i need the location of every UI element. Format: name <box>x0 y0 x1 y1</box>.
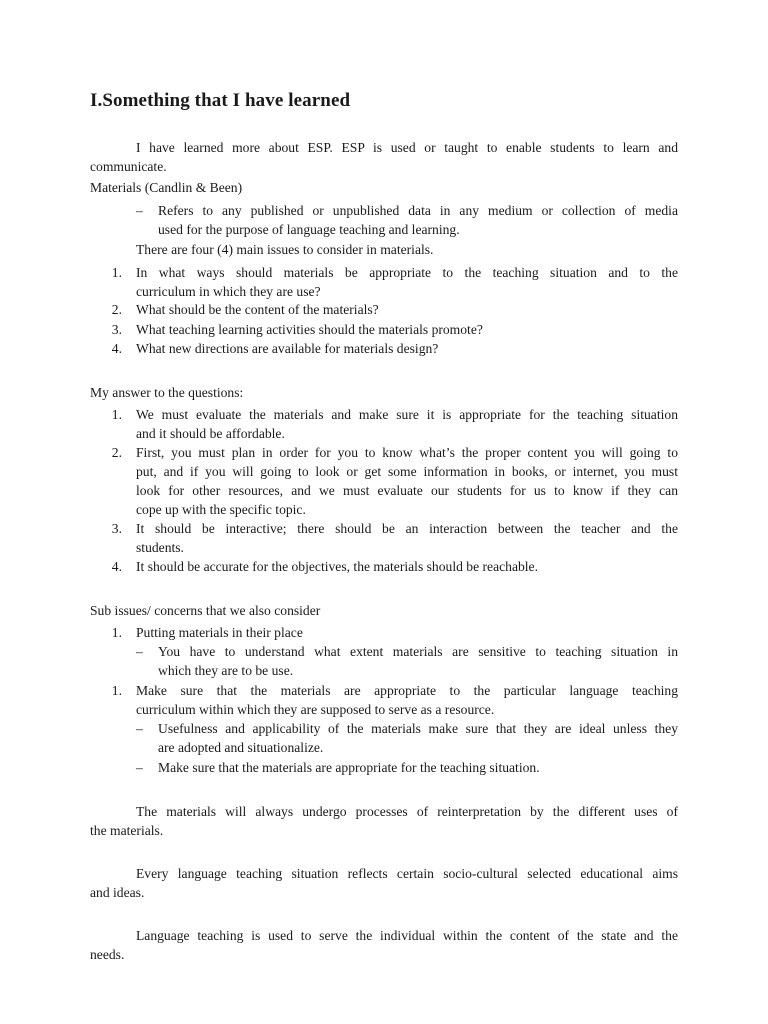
sub-issue-2-line-2: curriculum within which they are supposed to serve as a resource. <box>136 702 495 717</box>
answer-3-line-2: students. <box>136 540 184 555</box>
answers-heading: My answer to the questions: <box>90 385 244 400</box>
issue-4: What new directions are available for materials design? <box>136 341 439 356</box>
sub-issue-2-detail-2: Make sure that the materials are appropriate for the teaching situation. <box>158 760 540 775</box>
list-number: 2. <box>111 445 122 460</box>
list-number: 4. <box>111 341 122 356</box>
issue-1-line-2: curriculum in which they are use? <box>136 284 321 299</box>
answer-1-line-2: and it should be affordable. <box>136 426 285 441</box>
intro-line-1: I have learned more about ESP. ESP is used or taught to enable students to learn and <box>136 140 678 155</box>
answer-3-line-1: It should be interactive; there should be an interaction between the teacher and the <box>136 521 678 536</box>
materials-heading: Materials (Candlin & Been) <box>90 180 243 195</box>
dash-bullet: – <box>136 644 143 659</box>
intro-line-2: communicate. <box>90 159 167 174</box>
issue-3: What teaching learning activities should the materials promote? <box>136 322 483 337</box>
list-number: 1. <box>111 625 122 640</box>
paragraph-3-line-2: needs. <box>90 947 125 962</box>
issues-intro: There are four (4) main issues to consider in materials. <box>136 242 434 257</box>
paragraph-3-line-1: Language teaching is used to serve the individual within the content of the state and the <box>136 928 678 943</box>
paragraph-2-line-2: and ideas. <box>90 885 145 900</box>
answer-2-line-2: put, and if you will going to look or get some information in books, or internet, you must <box>136 464 678 479</box>
list-number: 1. <box>111 265 122 280</box>
list-number: 4. <box>111 559 122 574</box>
answer-4: It should be accurate for the objectives, the materials should be reachable. <box>136 559 538 574</box>
sub-issue-1: Putting materials in their place <box>136 625 303 640</box>
list-number: 3. <box>111 322 122 337</box>
definition-line-2: used for the purpose of language teaching and learning. <box>158 222 460 237</box>
sub-issue-2-detail-1-line-1: Usefulness and applicability of the materials make sure that they are ideal unless they <box>158 721 678 736</box>
sub-issues-heading: Sub issues/ concerns that we also consider <box>90 603 321 618</box>
sub-issue-2-line-1: Make sure that the materials are appropriate to the particular language teaching <box>136 683 678 698</box>
page-title: I.Something that I have learned <box>90 90 351 111</box>
sub-issue-1-detail-line-1: You have to understand what extent materials are sensitive to teaching situation in <box>158 644 678 659</box>
list-number: 1. <box>111 683 122 698</box>
sub-issue-2-detail-1-line-2: are adopted and situationalize. <box>158 740 324 755</box>
issue-1-line-1: In what ways should materials be appropriate to the teaching situation and to the <box>136 265 678 280</box>
paragraph-1-line-2: the materials. <box>90 823 164 838</box>
answer-2-line-3: look for other resources, and we must evaluate our students for us to know if they can <box>136 483 678 498</box>
answer-1-line-1: We must evaluate the materials and make sure it is appropriate for the teaching situation <box>136 407 678 422</box>
issue-2: What should be the content of the materials? <box>136 302 379 317</box>
paragraph-1-line-1: The materials will always undergo processes of reinterpretation by the different uses of <box>136 804 678 819</box>
dash-bullet: – <box>136 203 143 218</box>
list-number: 2. <box>111 302 122 317</box>
sub-issue-1-detail-line-2: which they are to be use. <box>158 663 294 678</box>
answer-2-line-4: cope up with the specific topic. <box>136 502 306 517</box>
definition-line-1: Refers to any published or unpublished data in any medium or collection of media <box>158 203 678 218</box>
dash-bullet: – <box>136 721 143 736</box>
list-number: 3. <box>111 521 122 536</box>
dash-bullet: – <box>136 760 143 775</box>
list-number: 1. <box>111 407 122 422</box>
answer-2-line-1: First, you must plan in order for you to know what’s the proper content you will going to <box>136 445 678 460</box>
paragraph-2-line-1: Every language teaching situation reflects certain socio-cultural selected educational aims <box>136 866 678 881</box>
